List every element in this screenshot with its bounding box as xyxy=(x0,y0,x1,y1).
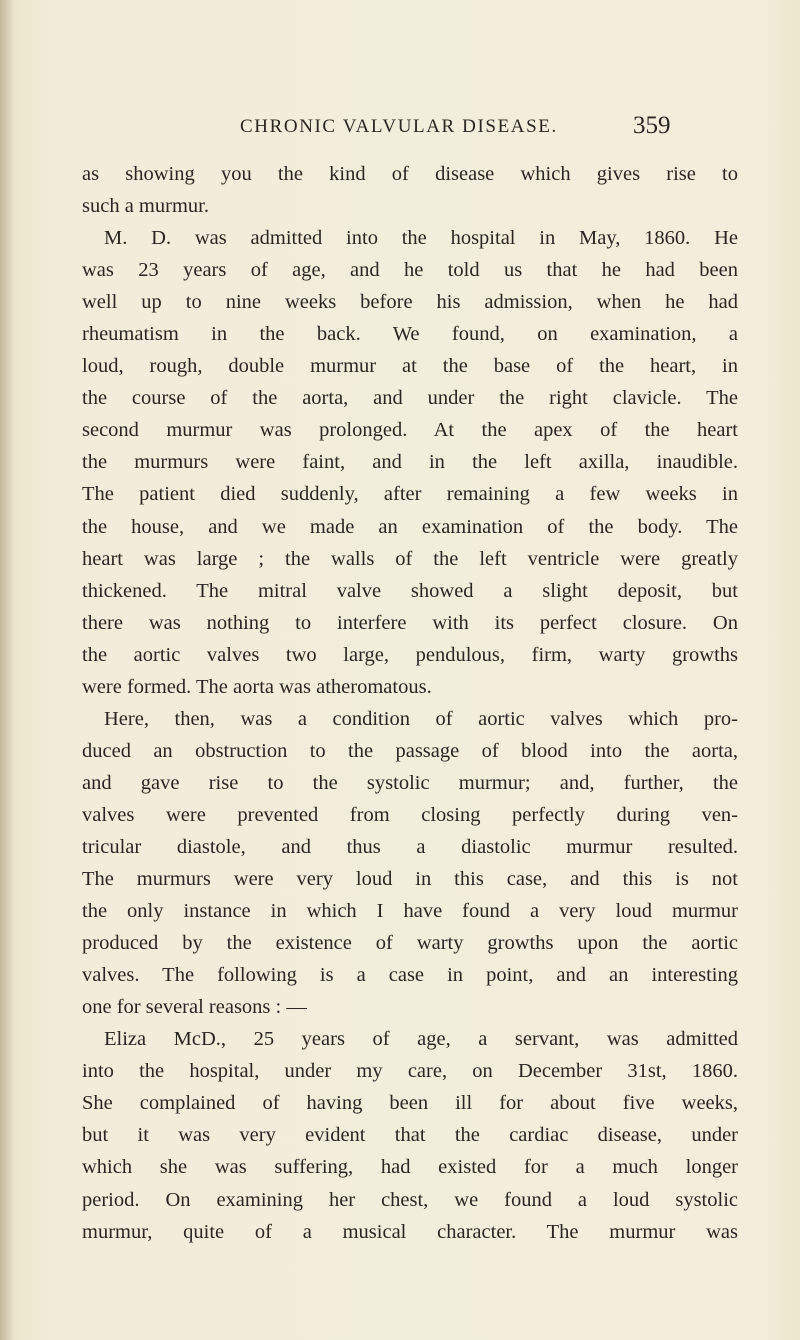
text-line: such a murmur. xyxy=(82,195,209,218)
text-line: the only instance in which I have found a very loud murmur xyxy=(82,900,738,923)
text-line: duced an obstruction to the passage of blood into the aorta, xyxy=(82,739,738,762)
text-line: one for several reasons : — xyxy=(82,996,307,1019)
text-line: valves were prevented from closing perfectly during ven- xyxy=(82,803,738,826)
text-line: thickened. The mitral valve showed a slight deposit, but xyxy=(82,579,738,602)
text-line: were formed. The aorta was atheromatous. xyxy=(82,675,432,698)
text-line: and gave rise to the systolic murmur; and, further, the xyxy=(82,771,738,794)
running-head xyxy=(0,112,800,146)
text-line: produced by the existence of warty growths upon the aortic xyxy=(82,932,738,955)
body-text xyxy=(82,158,738,1248)
text-line: heart was large ; the walls of the left ventricle were greatly xyxy=(82,547,738,570)
text-line: valves. The following is a case in point, and an interesting xyxy=(82,964,738,987)
text-line: M. D. was admitted into the hospital in May, 1860. He xyxy=(104,227,738,250)
text-line: rheumatism in the back. We found, on examination, a xyxy=(82,323,738,346)
text-line: Here, then, was a condition of aortic valves which pro- xyxy=(104,707,738,730)
text-line: murmur, quite of a musical character. The murmur was xyxy=(82,1220,738,1243)
text-line: loud, rough, double murmur at the base of the heart, in xyxy=(82,355,738,378)
text-line: was 23 years of age, and he told us that he had been xyxy=(82,259,738,282)
text-line: there was nothing to interfere with its perfect closure. On xyxy=(82,611,738,634)
text-line: tricular diastole, and thus a diastolic murmur resulted. xyxy=(82,835,738,858)
text-line: Eliza McD., 25 years of age, a servant, was admitted xyxy=(104,1028,738,1051)
text-line: the house, and we made an examination of the body. The xyxy=(82,515,738,538)
text-line: The patient died suddenly, after remaining a few weeks in xyxy=(82,483,738,506)
gutter-shadow xyxy=(0,0,14,1340)
text-line: the aortic valves two large, pendulous, firm, warty growths xyxy=(82,643,738,666)
text-line: second murmur was prolonged. At the apex of the heart xyxy=(82,419,738,442)
text-line: as showing you the kind of disease which gives rise to xyxy=(82,163,738,185)
text-line: which she was suffering, had existed for a much longer xyxy=(82,1156,738,1179)
page-number: 359 xyxy=(633,112,671,139)
text-line: period. On examining her chest, we found a loud systolic xyxy=(82,1188,738,1211)
text-line: She complained of having been ill for about five weeks, xyxy=(82,1092,738,1115)
text-line: but it was very evident that the cardiac disease, under xyxy=(82,1124,738,1147)
text-line: well up to nine weeks before his admission, when he had xyxy=(82,291,738,314)
text-line: the course of the aorta, and under the right clavicle. The xyxy=(82,387,738,410)
text-line: the murmurs were faint, and in the left axilla, inaudible. xyxy=(82,451,738,474)
text-line: into the hospital, under my care, on December 31st, 1860. xyxy=(82,1060,738,1083)
text-line: The murmurs were very loud in this case, and this is not xyxy=(82,868,738,891)
running-title: CHRONIC VALVULAR DISEASE. xyxy=(240,116,558,137)
